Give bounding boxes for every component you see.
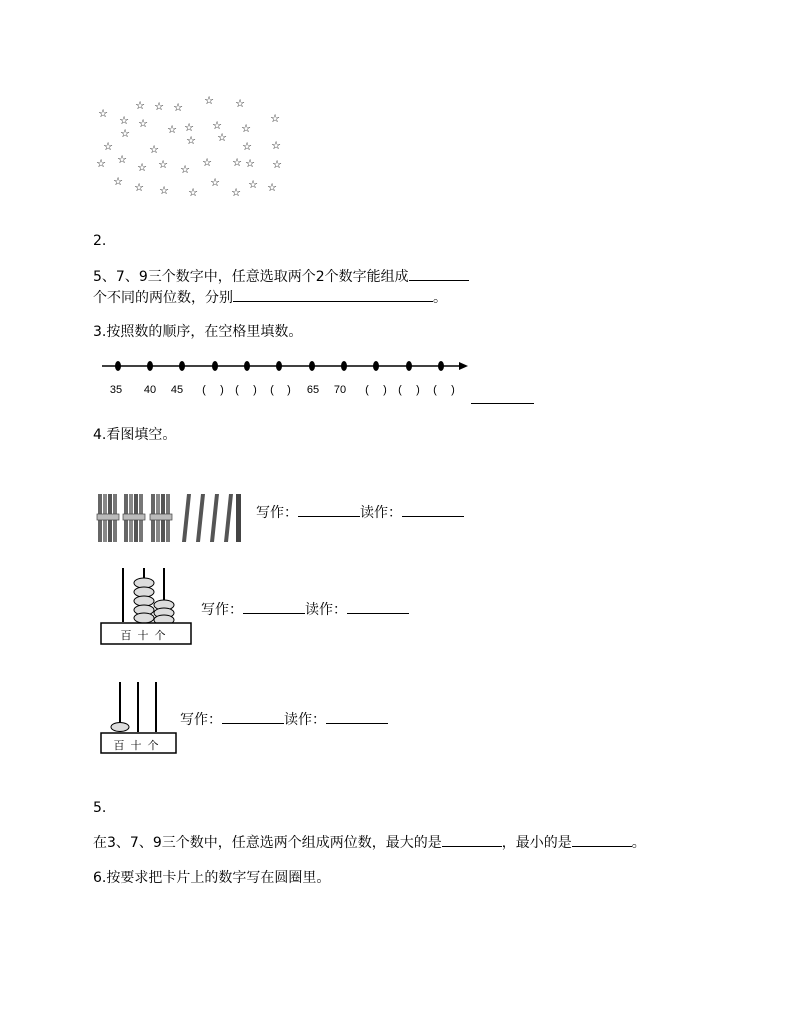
abacus-beads-ones [154, 600, 174, 625]
row2-read-blank[interactable] [347, 599, 409, 614]
q4-title: 4.看图填空。 [93, 427, 177, 443]
star-icon: ☆ [96, 157, 106, 170]
abacus-bead-hundreds [111, 723, 129, 732]
star-icon: ☆ [272, 158, 282, 171]
number-line-label: 70 [333, 384, 347, 396]
row1-read-blank[interactable] [402, 502, 464, 517]
single-sticks [182, 494, 241, 542]
number-line-bracket: ( [270, 384, 274, 396]
star-icon: ☆ [134, 181, 144, 194]
stick-bundle [150, 494, 172, 542]
star-icon: ☆ [184, 121, 194, 134]
q2-numbers-blank[interactable] [233, 287, 433, 302]
star-icon: ☆ [231, 186, 241, 199]
star-icon: ☆ [241, 122, 251, 135]
row1-answer [256, 502, 464, 522]
q5-text-mid: ，最小的是 [501, 835, 572, 851]
q5-line [93, 832, 646, 852]
number-line [98, 352, 478, 382]
star-icon: ☆ [186, 134, 196, 147]
row3-answer [180, 709, 388, 729]
row2-answer [201, 599, 409, 619]
stick-bundle [123, 494, 145, 542]
q5-end: 。 [631, 835, 646, 851]
star-cluster [90, 90, 290, 200]
abacus-2-label: 百十个 [113, 739, 165, 752]
q3-answer-blank[interactable] [471, 403, 534, 404]
star-icon: ☆ [120, 127, 130, 140]
star-icon: ☆ [154, 100, 164, 113]
star-icon: ☆ [210, 176, 220, 189]
q2-line2 [93, 287, 447, 307]
q5-text: 在3、7、9三个数中，任意选两个组成两位数，最大的是 [93, 835, 442, 851]
number-line-dot [276, 361, 282, 371]
number-line-bracket: ( [202, 384, 206, 396]
star-icon: ☆ [202, 156, 212, 169]
q3-title: 3.按照数的顺序，在空格里填数。 [93, 324, 303, 340]
read-label: 读作： [360, 505, 402, 521]
number-line-bracket: ) [451, 384, 455, 396]
star-icon: ☆ [117, 153, 127, 166]
q6-title: 6.按要求把卡片上的数字写在圆圈里。 [93, 870, 331, 886]
star-icon: ☆ [245, 157, 255, 170]
stick-bundle [97, 494, 119, 542]
q2-end: 。 [433, 290, 447, 306]
star-icon: ☆ [248, 178, 258, 191]
star-icon: ☆ [270, 112, 280, 125]
number-line-dot [373, 361, 379, 371]
star-icon: ☆ [119, 114, 129, 127]
row3-read-blank[interactable] [326, 709, 388, 724]
number-line-dot [309, 361, 315, 371]
row3-write-blank[interactable] [222, 709, 284, 724]
number-line-dot [115, 361, 121, 371]
star-icon: ☆ [232, 156, 242, 169]
star-icon: ☆ [235, 97, 245, 110]
number-line-dot [341, 361, 347, 371]
star-icon: ☆ [137, 161, 147, 174]
q2-count-blank[interactable] [409, 266, 469, 281]
number-line-bracket: ) [287, 384, 291, 396]
star-icon: ☆ [98, 107, 108, 120]
star-icon: ☆ [113, 175, 123, 188]
star-icon: ☆ [242, 140, 252, 153]
number-line-label: 45 [170, 384, 184, 396]
stars-picture [90, 90, 290, 200]
row2-write-blank[interactable] [243, 599, 305, 614]
star-icon: ☆ [173, 101, 183, 114]
star-icon: ☆ [180, 163, 190, 176]
q5-min-blank[interactable] [572, 832, 632, 847]
star-icon: ☆ [217, 131, 227, 144]
number-line-ticks [0, 384, 794, 400]
star-icon: ☆ [204, 94, 214, 107]
number-line-bracket: ( [235, 384, 239, 396]
number-line-dot [438, 361, 444, 371]
write-label: 写作： [180, 712, 222, 728]
number-line-bracket: ( [398, 384, 402, 396]
star-icon: ☆ [135, 99, 145, 112]
read-label: 读作： [305, 602, 347, 618]
number-line-bracket: ) [220, 384, 224, 396]
row1-write-blank[interactable] [298, 502, 360, 517]
number-line-bracket: ( [365, 384, 369, 396]
number-line-dot [147, 361, 153, 371]
sticks-picture [96, 492, 246, 544]
number-line-label: 65 [306, 384, 320, 396]
q5-max-blank[interactable] [442, 832, 502, 847]
star-icon: ☆ [158, 158, 168, 171]
number-line-label: 35 [109, 384, 123, 396]
q2-line1 [93, 266, 469, 286]
read-label: 读作： [284, 712, 326, 728]
star-icon: ☆ [188, 186, 198, 199]
star-icon: ☆ [267, 181, 277, 194]
q2-number: 2. [93, 233, 107, 249]
number-line-dot [212, 361, 218, 371]
star-icon: ☆ [103, 140, 113, 153]
star-icon: ☆ [167, 123, 177, 136]
q5-number: 5. [93, 800, 107, 816]
q2-text-2: 个不同的两位数，分别 [93, 290, 233, 306]
number-line-label: 40 [143, 384, 157, 396]
star-icon: ☆ [159, 184, 169, 197]
number-line-dot [179, 361, 185, 371]
star-icon: ☆ [271, 139, 281, 152]
star-icon: ☆ [149, 143, 159, 156]
number-line-arrow-icon [459, 362, 468, 370]
number-line-bracket: ) [253, 384, 257, 396]
write-label: 写作： [256, 505, 298, 521]
number-line-bracket: ) [416, 384, 420, 396]
number-line-dot [406, 361, 412, 371]
number-line-bracket: ( [433, 384, 437, 396]
q2-text: 5、7、9三个数字中，任意选取两个2个数字能组成 [93, 269, 409, 285]
star-icon: ☆ [212, 119, 222, 132]
number-line-dot [244, 361, 250, 371]
abacus-1-label: 百十个 [120, 629, 172, 642]
abacus-beads-tens [134, 578, 154, 623]
write-label: 写作： [201, 602, 243, 618]
number-line-bracket: ) [383, 384, 387, 396]
star-icon: ☆ [138, 117, 148, 130]
